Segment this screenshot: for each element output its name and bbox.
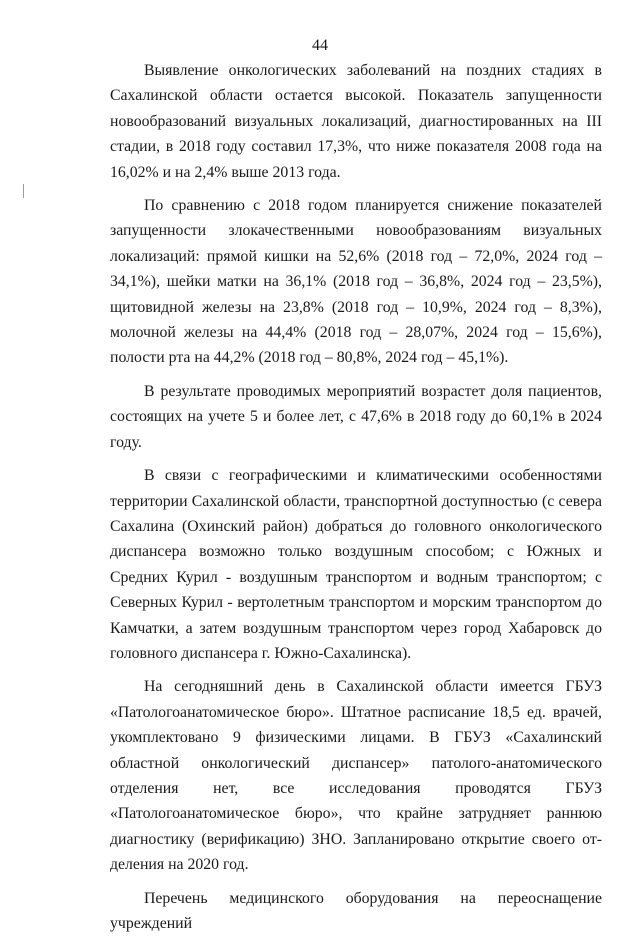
page-number: 44 (312, 37, 328, 54)
paragraph-transport-access: В связи с географическими и климатическими особенностями территории Сахалинской области, транспортной доступностью (с севера Сахалина (Охинский район) добраться до головного онкологического диспансера возможно только воздушным способом; с Южных и Средних Курил - воздушным транспортом и водным транспортом; с Северных Курил - вертолетным транспортом и морским транспортом до Камчатки, а затем воздушным транспортом через город Хабаровск до головного диспансера г. Южно-Сахалинска). (110, 467, 602, 662)
paragraph-equipment-list: Перечень медицинского оборудования на переоснащение учреждений (110, 889, 602, 932)
paragraph-planned-reduction: По сравнению с 2018 годом планируется снижение показателей запущенности злокачественными новообразованиям визуальных локализаций: прямой кишки на 52,6% (2018 год – 72,0%, 2024 год – 34,1%), шейки матки на 36,1% (2018 год – 36,8%, 2024 год – 23,5%), щитовидной железы на 23,8% (2018 год – 10,9%, 2024 год – 8,3%), молочной железы на 44,4% (2018 год – 28,07%, 2024 год – 15,6%), полости рта на 44,2% (2018 год – 80,8%, 2024 год – 45,1%). (110, 197, 602, 367)
body-text (110, 58, 602, 944)
paragraph-late-stage-detection: Выявление онкологических заболеваний на поздних стадиях в Сахалинской области остается высокой. Показатель запущенности новообразований визуальных локализаций, диагностированных на III стадии, в 2018 году составил 17,3%, что ниже показателя 2008 года на 16,02% и на 2,4% выше 2013 года. (110, 62, 602, 181)
paragraph-pathology-bureau: На сегодняшний день в Сахалинской области имеется ГБУЗ «Патологоанатомическое бюро». Штатное расписание 18,5 ед. врачей, укомплектовано 9 физическими лицами. В ГБУЗ «Сахалинский областной онкологический диспансер» патолого-анатомического отделения нет, все исследования проводятся ГБУЗ «Патологоанатомическое бюро», что крайне затрудняет раннюю диагностику (верификацию) ЗНО. Запланировано открытие своего отделения на 2020 год. (110, 678, 602, 874)
paragraph-five-year-survival: В результате проводимых мероприятий возрастет доля пациентов, состоящих на учете 5 и более лет, с 47,6% в 2018 году до 60,1% в 2024 году. (110, 382, 602, 451)
margin-mark (23, 184, 24, 198)
